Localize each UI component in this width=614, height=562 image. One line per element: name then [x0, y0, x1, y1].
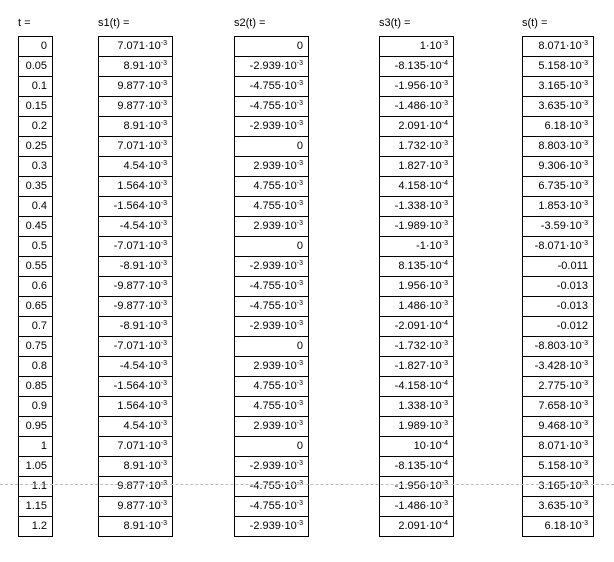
table-cell[interactable]: $-1.732\cdot 10^{-3}$	[380, 337, 453, 357]
table-cell[interactable]: $-8.91\cdot 10^{-3}$	[99, 257, 172, 277]
table-cell[interactable]: 0.65	[19, 297, 52, 317]
table-cell[interactable]: $-8.91\cdot 10^{-3}$	[99, 317, 172, 337]
table-cell[interactable]: $9.877\cdot 10^{-3}$	[99, 477, 172, 497]
table-cell[interactable]: $1.564\cdot 10^{-3}$	[99, 177, 172, 197]
table-cell[interactable]: $2.775\cdot 10^{-3}$	[523, 377, 593, 397]
table-cell[interactable]: 0.45	[19, 217, 52, 237]
table-cell[interactable]: 0.2	[19, 117, 52, 137]
table-cell[interactable]: 0.9	[19, 397, 52, 417]
table-cell[interactable]: $3.635\cdot 10^{-3}$	[523, 97, 593, 117]
table-cell[interactable]: $2.939\cdot 10^{-3}$	[235, 217, 308, 237]
table-cell[interactable]: $-1.486\cdot 10^{-3}$	[380, 97, 453, 117]
table-cell[interactable]: $9.306\cdot 10^{-3}$	[523, 157, 593, 177]
table-cell[interactable]: $4.755\cdot 10^{-3}$	[235, 177, 308, 197]
table-cell[interactable]: $-4.54\cdot 10^{-3}$	[99, 357, 172, 377]
table-cell[interactable]: $-4.755\cdot 10^{-3}$	[235, 297, 308, 317]
table-cell[interactable]: $-4.755\cdot 10^{-3}$	[235, 477, 308, 497]
table-cell[interactable]: $1\cdot 10^{-3}$	[380, 37, 453, 57]
table-cell[interactable]: $-2.939\cdot 10^{-3}$	[235, 117, 308, 137]
table-cell[interactable]: $4.54\cdot 10^{-3}$	[99, 417, 172, 437]
table-cell[interactable]: $8.91\cdot 10^{-3}$	[99, 457, 172, 477]
table-cell[interactable]: $8.071\cdot 10^{-3}$	[523, 37, 593, 57]
table-cell[interactable]: $8.135\cdot 10^{-4}$	[380, 257, 453, 277]
table-cell[interactable]: $7.071\cdot 10^{-3}$	[99, 437, 172, 457]
table-cell[interactable]: $-4.54\cdot 10^{-3}$	[99, 217, 172, 237]
table-cell[interactable]: $-9.877\cdot 10^{-3}$	[99, 277, 172, 297]
table-cell[interactable]: 0	[235, 437, 308, 457]
table-cell[interactable]: 0	[235, 337, 308, 357]
table-cell[interactable]: 0.15	[19, 97, 52, 117]
table-cell[interactable]: $1.732\cdot 10^{-3}$	[380, 137, 453, 157]
table-cell[interactable]: $-1.827\cdot 10^{-3}$	[380, 357, 453, 377]
table-cell[interactable]: $-2.939\cdot 10^{-3}$	[235, 57, 308, 77]
table-cell[interactable]: -0.011	[523, 257, 593, 277]
table-cell[interactable]: $8.91\cdot 10^{-3}$	[99, 57, 172, 77]
table-cell[interactable]: $-1.989\cdot 10^{-3}$	[380, 217, 453, 237]
result-table-s3[interactable]	[379, 36, 454, 537]
table-cell[interactable]: $-4.755\cdot 10^{-3}$	[235, 497, 308, 517]
table-cell[interactable]: $9.877\cdot 10^{-3}$	[99, 77, 172, 97]
table-cell[interactable]: $-2.939\cdot 10^{-3}$	[235, 317, 308, 337]
table-cell[interactable]: $1.827\cdot 10^{-3}$	[380, 157, 453, 177]
table-cell[interactable]: 1.05	[19, 457, 52, 477]
table-cell[interactable]: $-1.564\cdot 10^{-3}$	[99, 377, 172, 397]
table-cell[interactable]: $-1\cdot 10^{-3}$	[380, 237, 453, 257]
page-break-line	[0, 484, 614, 485]
table-cell[interactable]: $6.18\cdot 10^{-3}$	[544, 520, 588, 532]
table-cell[interactable]: $-8.071\cdot 10^{-3}$	[523, 237, 593, 257]
table-cell[interactable]: $-8.135\cdot 10^{-4}$	[380, 57, 453, 77]
table-cell[interactable]: $4.755\cdot 10^{-3}$	[235, 197, 308, 217]
table-cell[interactable]: 1.2	[31, 520, 47, 532]
table-cell[interactable]: $4.158\cdot 10^{-4}$	[380, 177, 453, 197]
table-cell[interactable]: 1	[19, 437, 52, 457]
table-cell[interactable]: $2.939\cdot 10^{-3}$	[235, 157, 308, 177]
table-cell[interactable]: -0.013	[523, 277, 593, 297]
table-cell[interactable]: 0.95	[19, 417, 52, 437]
table-cell[interactable]: $-7.071\cdot 10^{-3}$	[99, 337, 172, 357]
table-cell[interactable]: $-9.877\cdot 10^{-3}$	[99, 297, 172, 317]
column-header-t: t =	[18, 17, 31, 29]
table-cell[interactable]: $1.853\cdot 10^{-3}$	[523, 197, 593, 217]
table-cell[interactable]: $8.91\cdot 10^{-3}$	[99, 117, 172, 137]
table-cell[interactable]: $-4.158\cdot 10^{-4}$	[380, 377, 453, 397]
table-cell[interactable]: $-2.939\cdot 10^{-3}$	[235, 457, 308, 477]
table-cell[interactable]: $-1.338\cdot 10^{-3}$	[380, 197, 453, 217]
table-cell[interactable]: $-8.803\cdot 10^{-3}$	[523, 337, 593, 357]
table-cell[interactable]: $7.658\cdot 10^{-3}$	[523, 397, 593, 417]
table-cell[interactable]: $1.956\cdot 10^{-3}$	[380, 277, 453, 297]
table-cell[interactable]: 0.25	[19, 137, 52, 157]
table-cell[interactable]: $2.939\cdot 10^{-3}$	[235, 417, 308, 437]
table-cell[interactable]: $-2.939\cdot 10^{-3}$	[235, 257, 308, 277]
column-header-s: s(t) =	[522, 17, 548, 29]
table-cell[interactable]: $8.91\cdot 10^{-3}$	[123, 520, 167, 532]
table-cell[interactable]: $9.877\cdot 10^{-3}$	[99, 497, 172, 517]
table-cell[interactable]: $2.091\cdot 10^{-4}$	[398, 520, 448, 532]
table-cell[interactable]: $7.071\cdot 10^{-3}$	[99, 37, 172, 57]
table-cell[interactable]: $6.18\cdot 10^{-3}$	[523, 117, 593, 137]
column-header-s3: s3(t) =	[379, 17, 411, 29]
table-cell[interactable]: $3.165\cdot 10^{-3}$	[523, 77, 593, 97]
table-cell[interactable]: 1.15	[19, 497, 52, 517]
table-cell[interactable]: $-4.755\cdot 10^{-3}$	[235, 277, 308, 297]
table-cell[interactable]: 0.75	[19, 337, 52, 357]
table-cell[interactable]: 0	[235, 37, 308, 57]
table-cell[interactable]: $1.486\cdot 10^{-3}$	[380, 297, 453, 317]
table-cell[interactable]: $-7.071\cdot 10^{-3}$	[99, 237, 172, 257]
table-cell[interactable]: $-4.755\cdot 10^{-3}$	[235, 77, 308, 97]
table-cell[interactable]: $6.735\cdot 10^{-3}$	[523, 177, 593, 197]
table-cell[interactable]: 0.1	[19, 77, 52, 97]
table-cell[interactable]: $-1.956\cdot 10^{-3}$	[380, 477, 453, 497]
table-cell[interactable]: $-3.59\cdot 10^{-3}$	[523, 217, 593, 237]
table-cell[interactable]: 0.55	[19, 257, 52, 277]
table-cell[interactable]: $1.564\cdot 10^{-3}$	[99, 397, 172, 417]
table-cell[interactable]: $10\cdot 10^{-4}$	[380, 437, 453, 457]
table-cell[interactable]: -0.012	[523, 317, 593, 337]
table-cell[interactable]: 0.6	[19, 277, 52, 297]
table-cell[interactable]: $5.158\cdot 10^{-3}$	[523, 57, 593, 77]
table-cell[interactable]: $-1.956\cdot 10^{-3}$	[380, 77, 453, 97]
table-cell[interactable]: $1.989\cdot 10^{-3}$	[380, 417, 453, 437]
result-table-s1[interactable]	[98, 36, 173, 537]
table-cell[interactable]: $2.091\cdot 10^{-4}$	[380, 117, 453, 137]
table-cell[interactable]: $8.071\cdot 10^{-3}$	[523, 437, 593, 457]
table-cell[interactable]: $3.635\cdot 10^{-3}$	[523, 497, 593, 517]
table-cell[interactable]: 0.3	[19, 157, 52, 177]
table-cell[interactable]: 0.05	[19, 57, 52, 77]
table-cell[interactable]: -0.013	[523, 297, 593, 317]
table-cell[interactable]: 0.5	[19, 237, 52, 257]
table-cell[interactable]: $-2.091\cdot 10^{-4}$	[380, 317, 453, 337]
table-cell[interactable]: $-2.939\cdot 10^{-3}$	[249, 520, 303, 532]
table-cell[interactable]: $-4.755\cdot 10^{-3}$	[235, 97, 308, 117]
table-cell[interactable]: $-1.486\cdot 10^{-3}$	[380, 497, 453, 517]
table-cell[interactable]: 0.85	[19, 377, 52, 397]
column-header-s1: s1(t) =	[98, 17, 130, 29]
table-cell[interactable]: $-3.428\cdot 10^{-3}$	[523, 357, 593, 377]
table-cell[interactable]: $9.468\cdot 10^{-3}$	[523, 417, 593, 437]
table-cell[interactable]: $-1.564\cdot 10^{-3}$	[99, 197, 172, 217]
column-header-s2: s2(t) =	[234, 17, 266, 29]
table-cell[interactable]: 0.4	[19, 197, 52, 217]
table-cell[interactable]: $1.338\cdot 10^{-3}$	[380, 397, 453, 417]
table-cell[interactable]: $4.755\cdot 10^{-3}$	[235, 397, 308, 417]
table-cell[interactable]: $7.071\cdot 10^{-3}$	[99, 137, 172, 157]
table-cell[interactable]: $3.165\cdot 10^{-3}$	[523, 477, 593, 497]
table-cell[interactable]: 0.35	[19, 177, 52, 197]
result-table-s2[interactable]	[234, 36, 309, 537]
table-cell[interactable]: $5.158\cdot 10^{-3}$	[523, 457, 593, 477]
table-cell[interactable]: 0	[19, 37, 52, 57]
table-cell[interactable]: $9.877\cdot 10^{-3}$	[99, 97, 172, 117]
table-cell[interactable]: 1.1	[19, 477, 52, 497]
table-cell[interactable]: $8.803\cdot 10^{-3}$	[523, 137, 593, 157]
table-cell[interactable]: 0	[235, 137, 308, 157]
table-cell[interactable]: 0.7	[19, 317, 52, 337]
table-cell[interactable]: 0	[235, 237, 308, 257]
table-cell[interactable]: 0.8	[19, 357, 52, 377]
result-table-s[interactable]	[522, 36, 594, 537]
table-cell[interactable]: $4.54\cdot 10^{-3}$	[99, 157, 172, 177]
table-cell[interactable]: $2.939\cdot 10^{-3}$	[235, 357, 308, 377]
result-table-t[interactable]	[18, 36, 53, 537]
table-cell[interactable]: $-8.135\cdot 10^{-4}$	[380, 457, 453, 477]
table-cell[interactable]: $4.755\cdot 10^{-3}$	[235, 377, 308, 397]
